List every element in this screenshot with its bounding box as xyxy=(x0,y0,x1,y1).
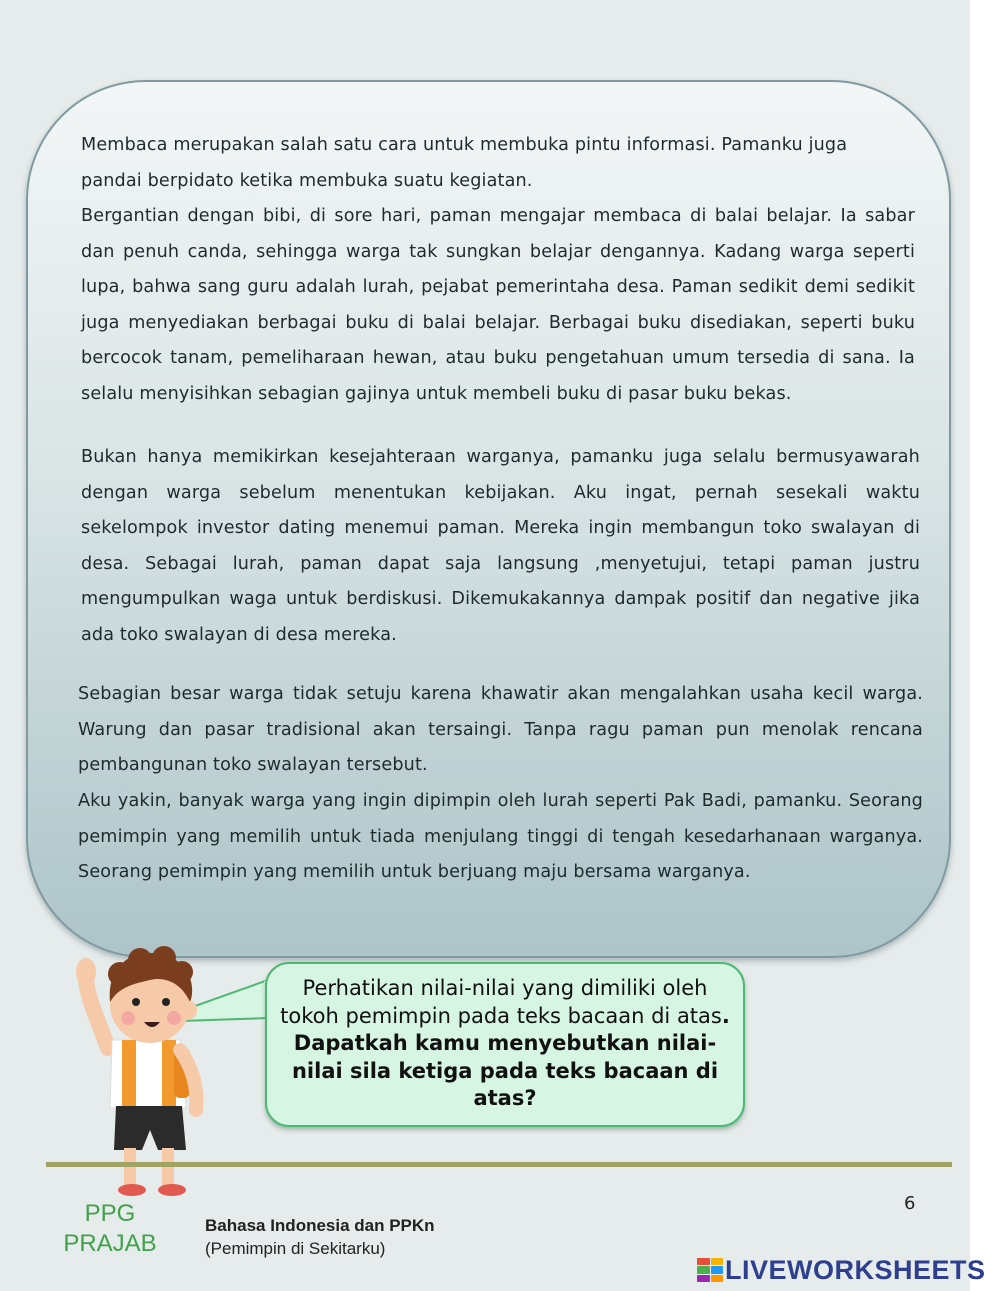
question-normal: Perhatikan nilai-nilai yang dimiliki oleh tokoh pemimpin pada teks bacaan di atas xyxy=(280,976,722,1028)
liveworksheets-icon xyxy=(697,1258,723,1282)
liveworksheets-logo[interactable] xyxy=(697,1256,986,1284)
page-number: 6 xyxy=(904,1193,916,1214)
ppg-line-2: PRAJAB xyxy=(63,1230,157,1257)
subject-subtitle: (Pemimpin di Sekitarku) xyxy=(205,1239,386,1258)
logo-square xyxy=(711,1275,724,1282)
liveworksheets-wordmark: LIVEWORKSHEETS xyxy=(725,1254,986,1285)
question-text xyxy=(280,975,730,1113)
ppg-prajab-label xyxy=(60,1199,160,1259)
reading-paragraph-2: Bergantian dengan bibi, di sore hari, paman mengajar membaca di balai belajar. Ia sabar dan penuh canda, sehingga warga tak sungkan belajar dengannya. Kadang warga seperti lupa, bahwa sang guru adalah lurah, pejabat pemerintaha desa. Paman sedikit demi sedikit juga menyediakan berbagai buku di balai belajar. Berbagai buku disediakan, seperti buku bercocok tanam, pemeliharaan hewan, atau buku pengetahuan umum tersedia di sana. Ia selalu menyisihkan sebagian gajinya untuk membeli buku di pasar buku bekas. xyxy=(81,206,915,404)
reading-paragraph-5: Aku yakin, banyak warga yang ingin dipimpin oleh lurah seperti Pak Badi, pamanku. Seorang pemimpin yang memilih untuk tiada menjulang tinggi di tengah kesedarhanaan warganya. Seorang pemimpin yang memilih untuk berjuang maju bersama warganya. xyxy=(78,791,923,883)
logo-square xyxy=(697,1275,710,1282)
footer-divider xyxy=(46,1162,952,1167)
reading-paragraph-4: Sebagian besar warga tidak setuju karena khawatir akan mengalahkan usaha kecil warga. Warung dan pasar tradisional akan tersaingi. Tanpa ragu paman pun menolak rencana pembangunan toko swalayan tersebut. xyxy=(78,684,923,776)
question-bold: . Dapatkah kamu menyebutkan nilai-nilai sila ketiga pada teks bacaan di atas? xyxy=(291,1003,730,1110)
subject-title: Bahasa Indonesia dan PPKn xyxy=(205,1216,435,1235)
logo-square xyxy=(711,1258,724,1265)
logo-square xyxy=(697,1258,710,1265)
ppg-line-1: PPG xyxy=(84,1200,136,1227)
reading-paragraph-3: Bukan hanya memikirkan kesejahteraan warganya, pamanku juga selalu bermusyawarah dengan warga sebelum menentukan kebijakan. Aku ingat, pernah sesekali waktu sekelompok investor dating menemui paman. Mereka ingin membangun toko swalayan di desa. Sebagai lurah, paman dapat saja langsung ,menyetujui, tetapi paman justru mengumpulkan waga untuk berdiskusi. Dikemukakannya dampak positif dan negative jika ada toko swalayan di desa mereka. xyxy=(81,447,920,645)
student-character-illustration xyxy=(70,940,230,1210)
logo-square xyxy=(697,1266,710,1273)
reading-paragraph-1: Membaca merupakan salah satu cara untuk membuka pintu informasi. Pamanku juga pandai berpidato ketika membuka suatu kegiatan. xyxy=(81,135,848,191)
logo-square xyxy=(711,1266,724,1273)
